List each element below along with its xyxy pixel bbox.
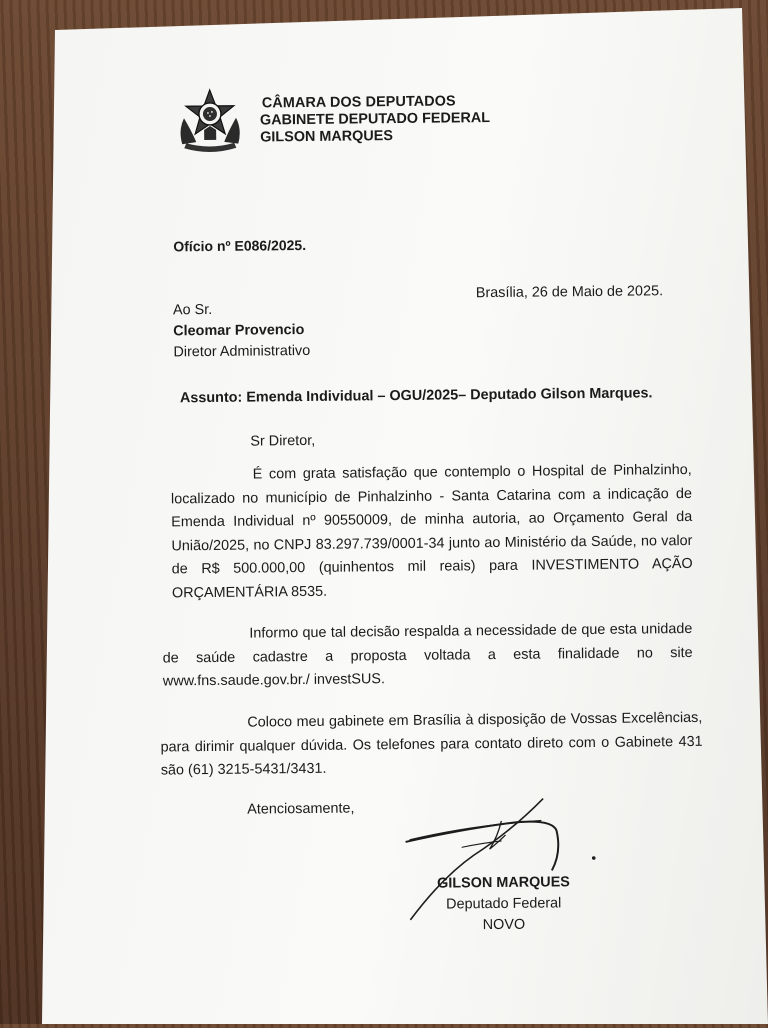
addressee-title: Diretor Administrativo (173, 342, 311, 361)
body-paragraph-3: Coloco meu gabinete em Brasília à disposição de Vossas Excelências, para dirimir qualquer dúvida. Os telefones para contato direto com o Gabinete 431 são (61) 3215-5431/3431. (160, 709, 703, 779)
signer-block (426, 872, 582, 937)
body-paragraph-1: É com grata satisfação que contemplo o Hospital de Pinhalzinho, localizado no município de Pinhalzinho - Santa Catarina com a indicação de Emenda Individual nº 90550009, de minha autoria, ao Orçamento Geral da União/2025, no CNPJ 83.297.739/0001-34 junto ao Ministério da Saúde, no valor de R$ 500.000,00 (quinhentos mil reais) para INVESTIMENTO AÇÃO ORÇAMENTÁRIA 8535. (170, 461, 693, 602)
addressee-prefix: Ao Sr. (172, 301, 213, 319)
salutation: Sr Diretor, (250, 432, 316, 450)
document-reference: Ofício nº E086/2025. (173, 236, 307, 255)
signer-role: Deputado Federal (446, 895, 562, 913)
office-name: GABINETE DEPUTADO FEDERAL GILSON MARQUES (259, 110, 490, 146)
addressee-name: Cleomar Provencio (173, 321, 305, 340)
letterhead (174, 82, 555, 160)
signer-name: GILSON MARQUES (437, 874, 570, 892)
addressee-block (173, 299, 310, 363)
body-paragraph-2: Informo que tal decisão respalda a necessidade de que esta unidade de saúde cadastre a proposta voltada a esta finalidade no site www.fns.saude.gov.br./ investSUS. (162, 620, 693, 690)
closing: Atenciosamente, (247, 800, 355, 818)
institution-name: CÂMARA DOS DEPUTADOS (261, 93, 456, 112)
signer-party: NOVO (482, 916, 526, 934)
subject-line: Assunto: Emenda Individual – OGU/2025– Deputado Gilson Marques. (179, 385, 653, 407)
coat-of-arms-icon (174, 86, 247, 159)
date-line: Brasília, 26 de Maio de 2025. (475, 283, 664, 302)
